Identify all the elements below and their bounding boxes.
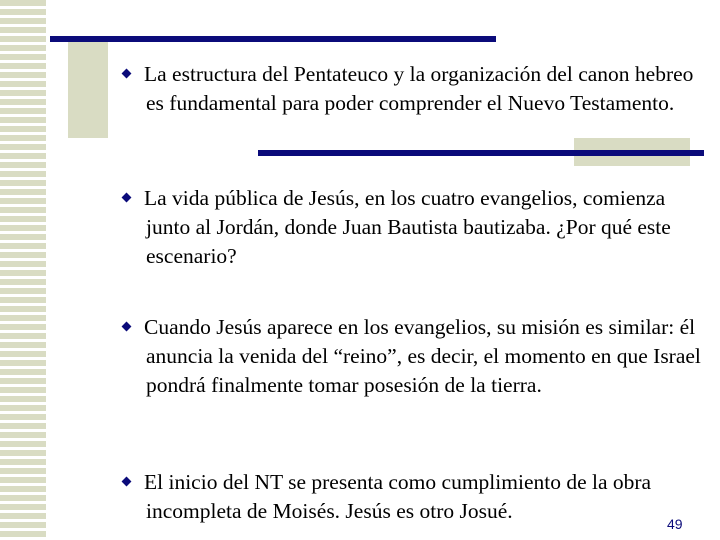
bullet-item-1 — [146, 60, 706, 118]
top-rule-line — [50, 36, 496, 42]
page-number: 49 — [667, 516, 683, 532]
diamond-bullet-icon — [122, 322, 132, 332]
bullet-item-4 — [146, 468, 706, 526]
middle-rule-line — [258, 150, 704, 156]
diamond-bullet-icon — [122, 193, 132, 203]
bullet-text: La estructura del Pentateuco y la organización del canon hebreo es fundamental para poder comprender el Nuevo Testamento. — [144, 62, 694, 115]
bullet-item-2 — [146, 184, 706, 271]
diamond-bullet-icon — [122, 477, 132, 487]
bullet-text: Cuando Jesús aparece en los evangelios, su misión es similar: él anuncia la venida del “reino”, es decir, el momento en que Israel pondrá finalmente tomar posesión de la tierra. — [144, 315, 701, 397]
diamond-bullet-icon — [122, 69, 132, 79]
bullet-text: La vida pública de Jesús, en los cuatro evangelios, comienza junto al Jordán, donde Juan Bautista bautizaba. ¿Por qué este escenario? — [144, 186, 671, 268]
bullet-item-3 — [146, 313, 706, 400]
bullet-text: El inicio del NT se presenta como cumplimiento de la obra incompleta de Moisés. Jesús es otro Josué. — [144, 470, 652, 523]
striped-sidebar-decoration — [0, 0, 48, 540]
decorative-block-top-left — [68, 40, 108, 138]
